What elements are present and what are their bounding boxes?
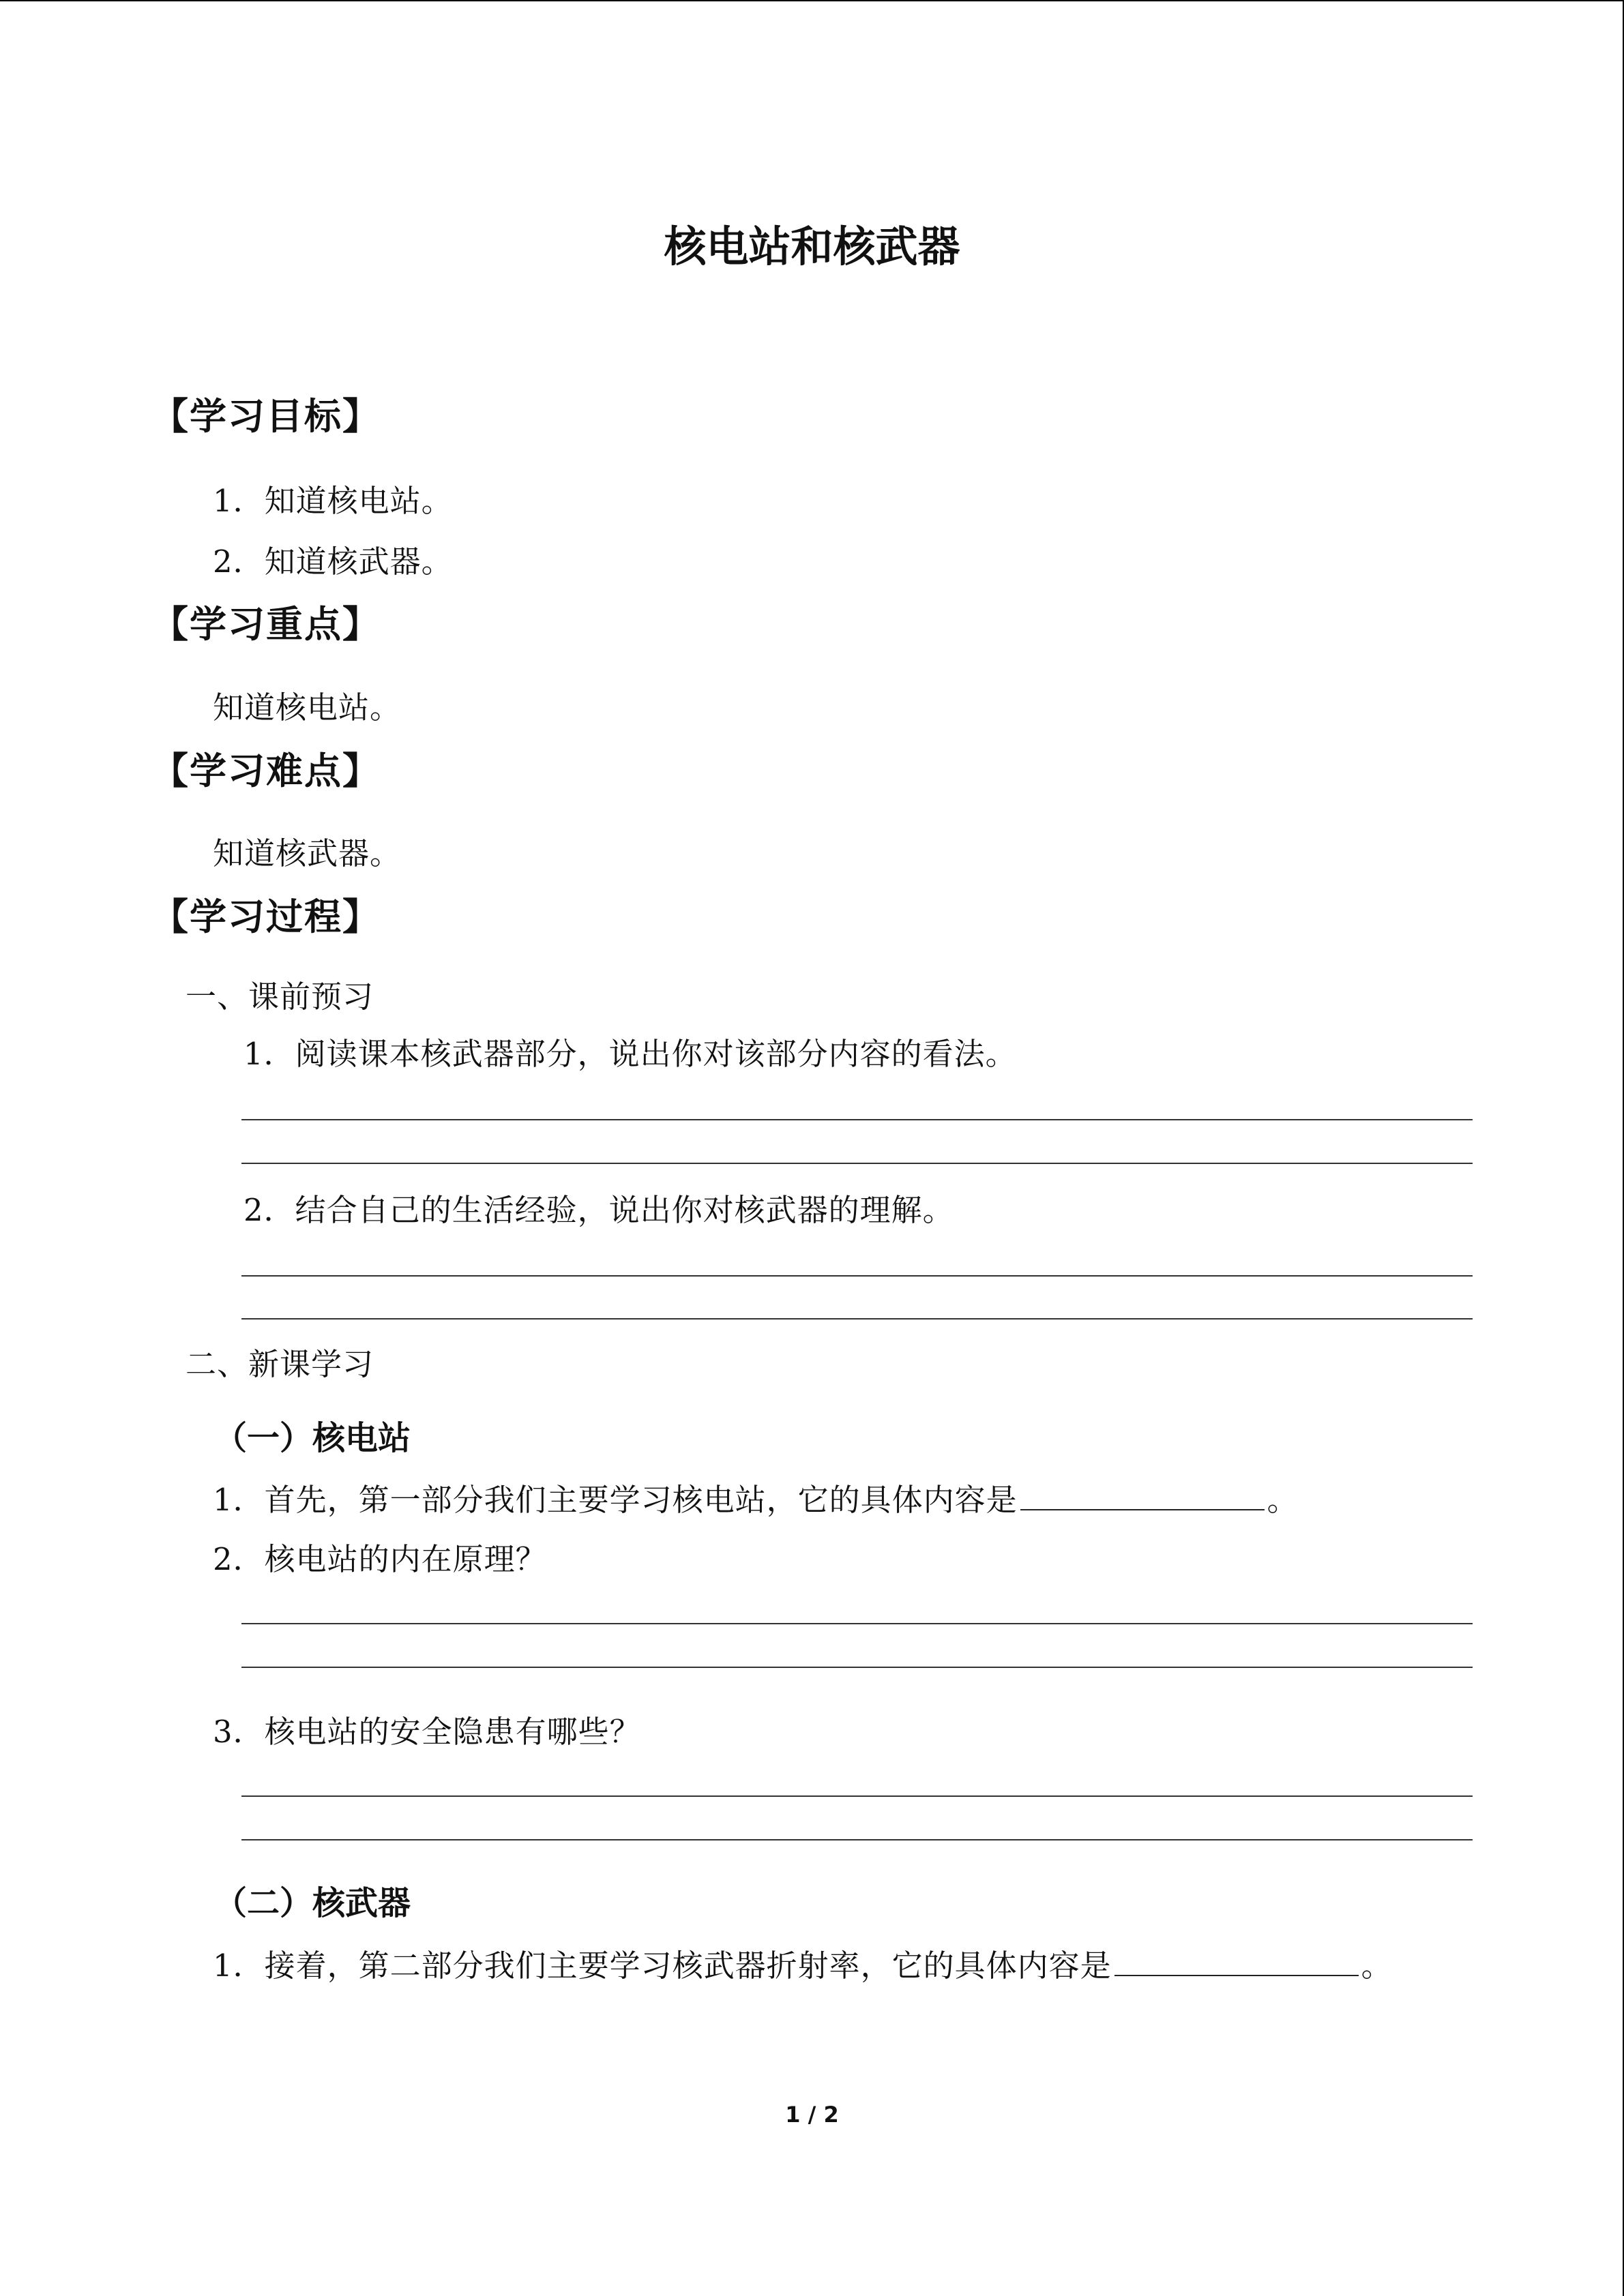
part1-question-3: 3．核电站的安全隐患有哪些？ — [213, 1714, 641, 1750]
preview-heading: 一、课前预习 — [186, 979, 374, 1015]
part1-question-1-end: 。 — [1267, 1482, 1299, 1518]
difficulties-text: 知道核武器。 — [213, 835, 402, 871]
process-heading: 【学习过程】 — [151, 895, 381, 938]
answer-line[interactable] — [241, 1839, 1473, 1840]
key-points-text: 知道核电站。 — [213, 689, 402, 726]
answer-line[interactable] — [241, 1318, 1473, 1320]
part1-question-1 — [213, 1475, 1299, 1519]
goal-item-1: 1．知道核电站。 — [213, 483, 453, 519]
part1-question-2: 2．核电站的内在原理？ — [213, 1541, 547, 1577]
part2-question-1-end: 。 — [1361, 1948, 1393, 1984]
part2-question-1-text: 1．接着，第二部分我们主要学习核武器折射率，它的具体内容是 — [213, 1948, 1112, 1984]
new-lesson-heading: 二、新课学习 — [186, 1346, 374, 1382]
answer-line[interactable] — [241, 1795, 1473, 1797]
part2-heading: （二）核武器 — [214, 1884, 411, 1922]
part1-heading: （一）核电站 — [214, 1419, 411, 1457]
answer-line[interactable] — [241, 1667, 1473, 1668]
difficulties-heading: 【学习难点】 — [151, 749, 381, 792]
part2-question-1 — [213, 1941, 1393, 1985]
preview-question-1: 1．阅读课本核武器部分，说出你对该部分内容的看法。 — [243, 1036, 1017, 1072]
page-border-top — [0, 0, 1624, 1]
preview-question-2: 2．结合自己的生活经验，说出你对核武器的理解。 — [243, 1192, 954, 1228]
answer-line[interactable] — [241, 1163, 1473, 1164]
fill-in-blank[interactable] — [1114, 1945, 1359, 1976]
answer-line[interactable] — [241, 1623, 1473, 1624]
answer-line[interactable] — [241, 1275, 1473, 1277]
answer-line[interactable] — [241, 1119, 1473, 1120]
document-title: 核电站和核武器 — [664, 222, 960, 271]
goal-item-2: 2．知道核武器。 — [213, 543, 453, 580]
goals-heading: 【学习目标】 — [151, 394, 381, 438]
page-number: 1 / 2 — [785, 2102, 839, 2128]
fill-in-blank[interactable] — [1020, 1479, 1265, 1510]
part1-question-1-text: 1．首先，第一部分我们主要学习核电站，它的具体内容是 — [213, 1482, 1018, 1518]
key-points-heading: 【学习重点】 — [151, 602, 381, 646]
